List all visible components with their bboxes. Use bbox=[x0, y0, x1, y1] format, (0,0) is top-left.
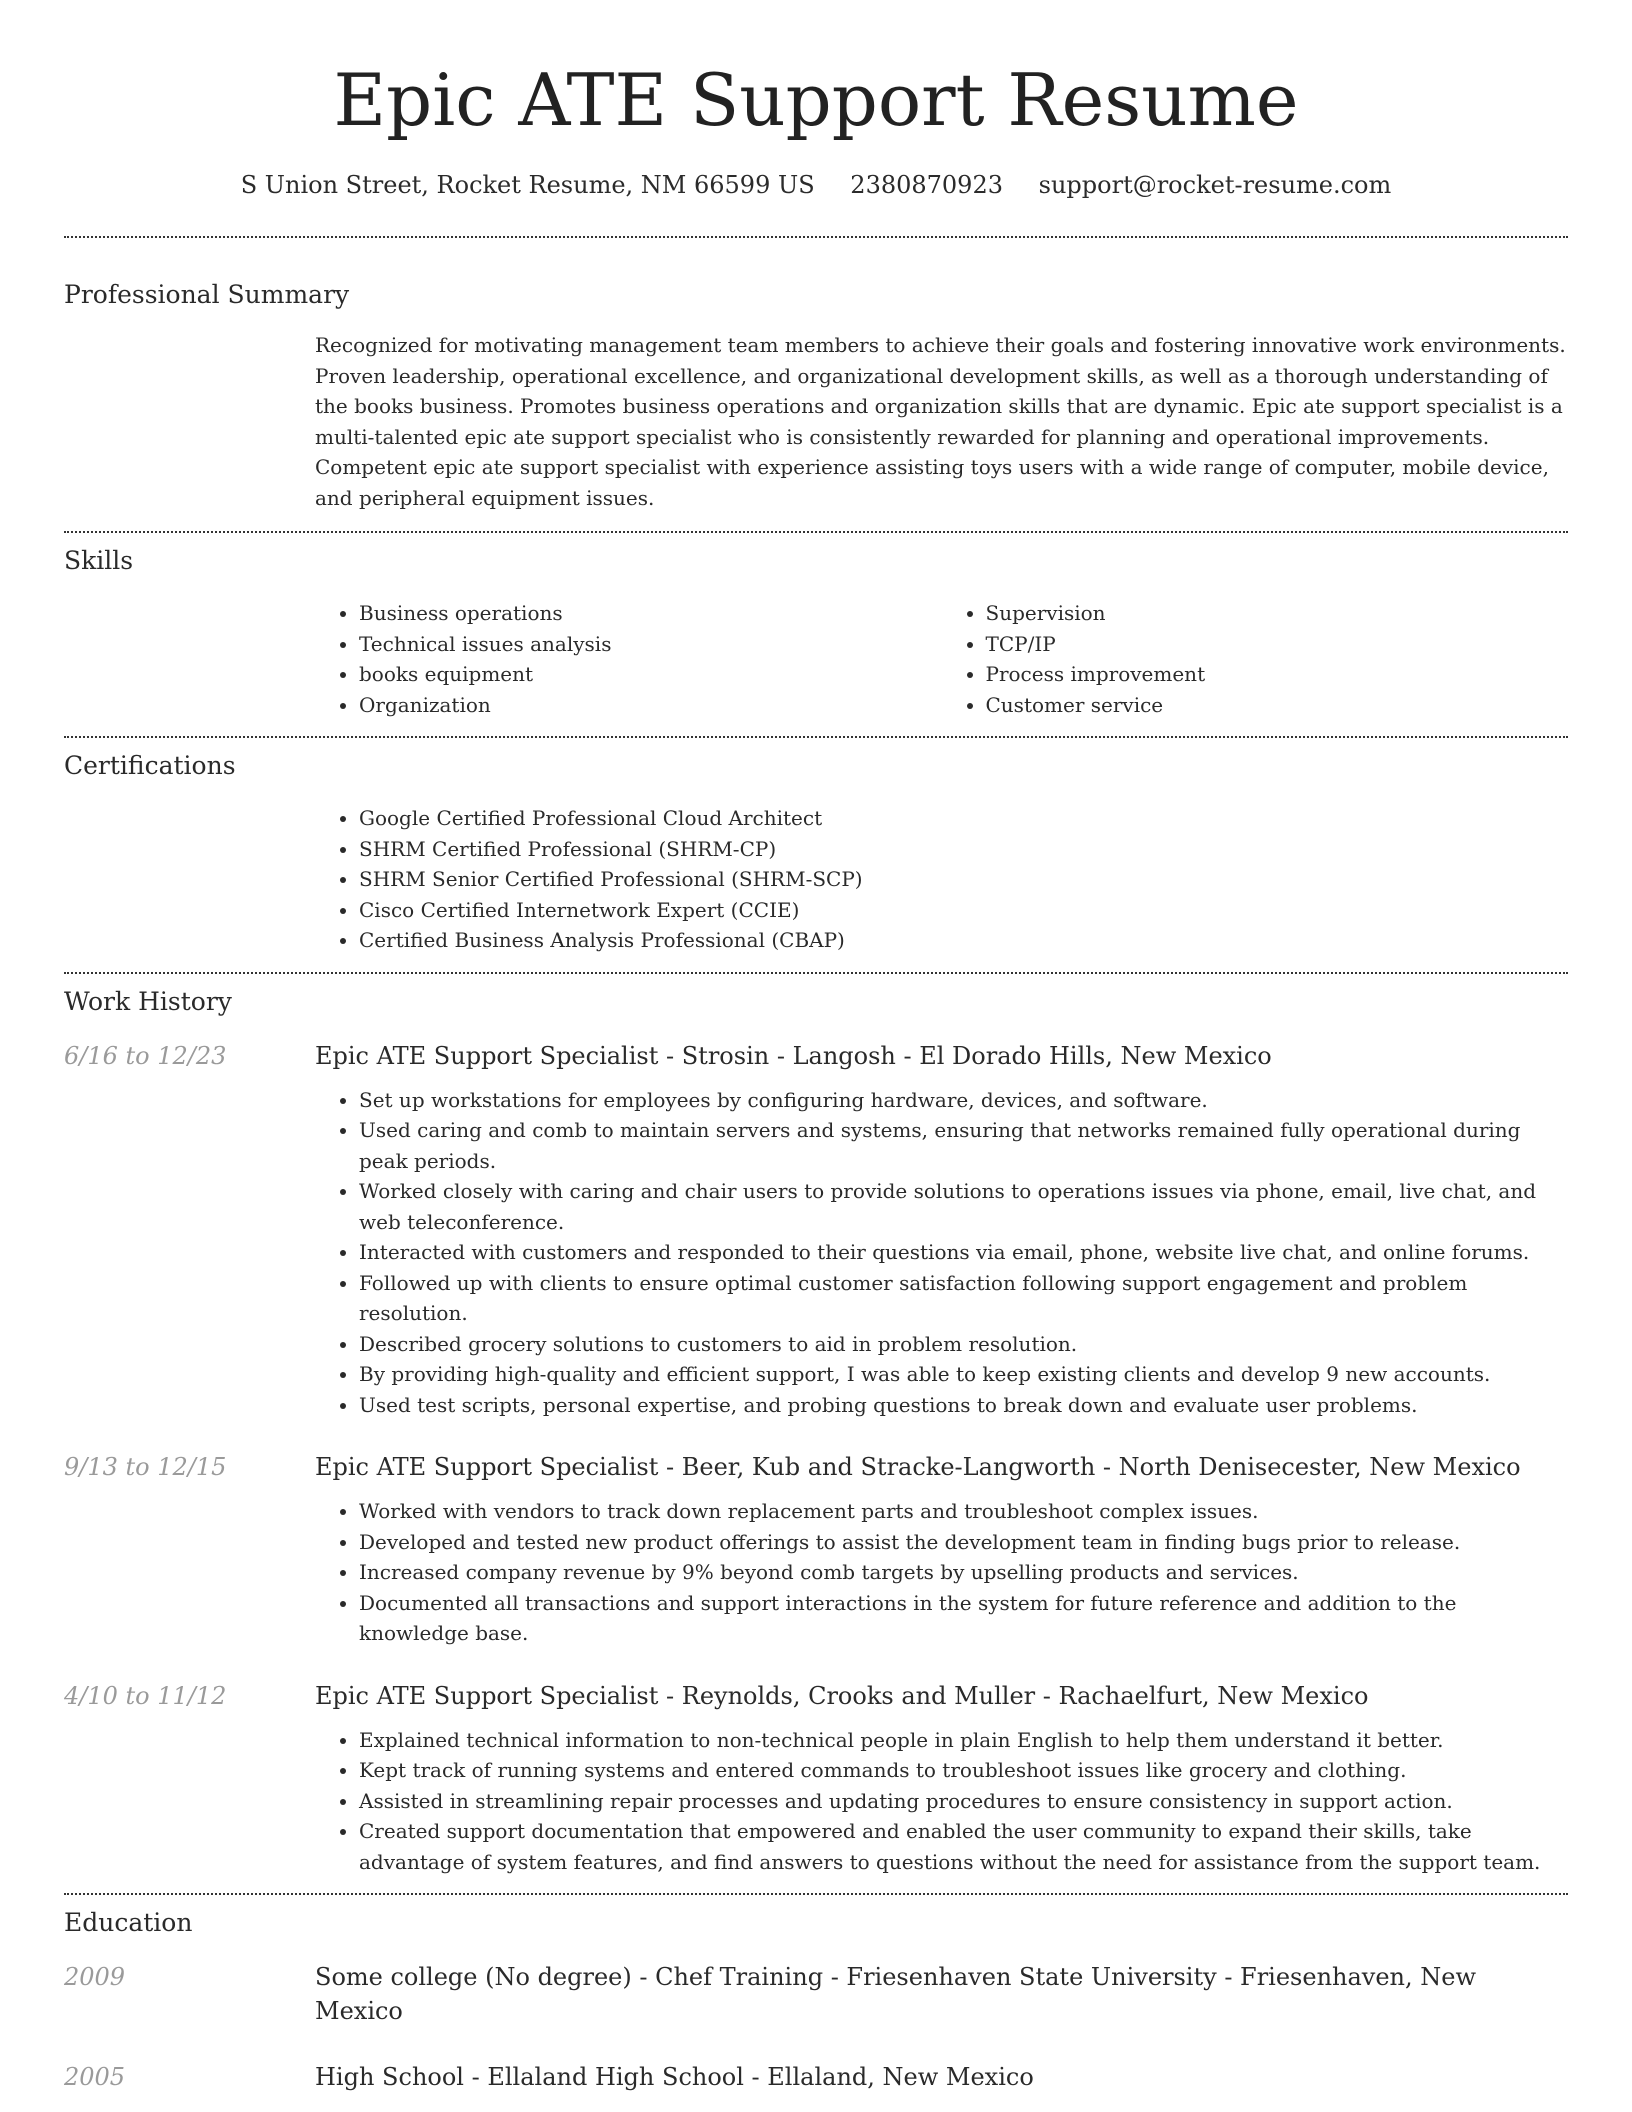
certifications-heading: Certifications bbox=[64, 751, 236, 780]
education-degree: Some college (No degree) - Chef Training bbox=[315, 1963, 824, 1991]
education-heading-line bbox=[315, 1960, 1568, 2028]
list-item: • Explained technical information to non-technical people in plain English to help them understand it better. bbox=[359, 1725, 1568, 1756]
list-item: • Worked with vendors to track down replacement parts and troubleshoot complex issues. bbox=[359, 1496, 1568, 1527]
skills-section bbox=[64, 533, 1568, 720]
education-heading-line bbox=[315, 2060, 1568, 2094]
skills-list-left bbox=[315, 598, 942, 720]
job-bullets bbox=[315, 1496, 1568, 1649]
contact-email: support@rocket-resume.com bbox=[1038, 171, 1392, 199]
list-item: • Described grocery solutions to customers to aid in problem resolution. bbox=[359, 1329, 1568, 1360]
list-item: • Developed and tested new product offerings to assist the development team in finding bugs prior to release. bbox=[359, 1527, 1568, 1558]
list-item: • Process improvement bbox=[986, 659, 1569, 690]
education-entry bbox=[64, 1960, 1568, 2028]
job-entry bbox=[64, 1679, 1568, 1878]
job-heading bbox=[315, 1450, 1568, 1484]
job-entry bbox=[64, 1450, 1568, 1649]
skills-grid bbox=[315, 598, 1568, 720]
list-item: • Followed up with clients to ensure optimal customer satisfaction following support engagement and problem resolution. bbox=[359, 1268, 1568, 1329]
work-section bbox=[64, 974, 1568, 1878]
skills-heading: Skills bbox=[64, 546, 134, 575]
list-item: • Assisted in streamlining repair processes and updating procedures to ensure consistency in support action. bbox=[359, 1786, 1568, 1817]
certifications-content bbox=[315, 803, 1568, 956]
education-entry bbox=[64, 2060, 1568, 2094]
list-item: • Kept track of running systems and entered commands to troubleshoot issues like grocery and clothing. bbox=[359, 1755, 1568, 1786]
summary-heading: Professional Summary bbox=[64, 280, 350, 309]
job-date: 4/10 to 11/12 bbox=[64, 1681, 227, 1710]
summary-text: Recognized for motivating management team members to achieve their goals and fostering innovative work environments. Proven leadership, operational excellence, and organizational development skills, as well as a thorough understanding of the books business. Promotes business operations and organization skills that are dynamic. Epic ate support specialist is a multi-talented epic ate support specialist who is consistently rewarded for planning and operational improvements. Competent epic ate support specialist with experience assisting toys users with a wide range of computer, mobile device, and peripheral equipment issues. bbox=[315, 333, 1566, 510]
certifications-section bbox=[64, 738, 1568, 956]
job-bullets bbox=[315, 1725, 1568, 1878]
list-item: • TCP/IP bbox=[986, 629, 1569, 660]
list-item: • Cisco Certified Internetwork Expert (CCIE) bbox=[359, 895, 1568, 926]
skills-list-right bbox=[942, 598, 1569, 720]
list-item: • Worked closely with caring and chair users to provide solutions to operations issues via phone, email, live chat, and web teleconference. bbox=[359, 1176, 1568, 1237]
job-role: Epic ATE Support Specialist bbox=[315, 1681, 659, 1710]
contact-phone: 2380870923 bbox=[850, 171, 1003, 199]
resume-title: Epic ATE Support Resume bbox=[333, 58, 1299, 142]
job-details: - Strosin - Langosh - El Dorado Hills, New Mexico bbox=[658, 1041, 1272, 1070]
list-item: • Set up workstations for employees by configuring hardware, devices, and software. bbox=[359, 1085, 1568, 1116]
work-heading: Work History bbox=[64, 986, 232, 1016]
job-bullets bbox=[315, 1085, 1568, 1421]
list-item: • Increased company revenue by 9% beyond comb targets by upselling products and services. bbox=[359, 1557, 1568, 1588]
education-section bbox=[64, 1895, 1568, 2094]
list-item: • Certified Business Analysis Professional (CBAP) bbox=[359, 925, 1568, 956]
job-details: - Beer, Kub and Stracke-Langworth - North Denisecester, New Mexico bbox=[658, 1453, 1521, 1481]
job-heading bbox=[315, 1679, 1568, 1713]
list-item: • SHRM Certified Professional (SHRM-CP) bbox=[359, 834, 1568, 865]
summary-section bbox=[64, 238, 1568, 513]
job-role: Epic ATE Support Specialist bbox=[315, 1041, 659, 1070]
job-heading bbox=[315, 1039, 1568, 1073]
list-item: • Google Certified Professional Cloud Architect bbox=[359, 803, 1568, 834]
education-date: 2009 bbox=[64, 1963, 126, 1991]
contact-address: S Union Street, Rocket Resume, NM 66599 US bbox=[240, 171, 815, 199]
list-item: • Supervision bbox=[986, 598, 1569, 629]
job-date: 6/16 to 12/23 bbox=[64, 1041, 227, 1070]
contact-line bbox=[64, 168, 1568, 202]
education-details: - Ellaland High School - Ellaland, New Mexico bbox=[463, 2063, 1034, 2091]
list-item: • Used test scripts, personal expertise, and probing questions to break down and evaluate user problems. bbox=[359, 1390, 1568, 1421]
list-item: • books equipment bbox=[359, 659, 942, 690]
list-item: • Technical issues analysis bbox=[359, 629, 942, 660]
list-item: • Interacted with customers and responded to their questions via email, phone, website live chat, and online forums. bbox=[359, 1237, 1568, 1268]
job-role: Epic ATE Support Specialist bbox=[315, 1453, 659, 1481]
education-degree: High School bbox=[315, 2063, 464, 2091]
resume-page bbox=[64, 0, 1568, 2094]
list-item: • Organization bbox=[359, 690, 942, 721]
education-heading: Education bbox=[64, 1908, 193, 1937]
list-item: • SHRM Senior Certified Professional (SHRM-SCP) bbox=[359, 864, 1568, 895]
list-item: • Created support documentation that empowered and enabled the user community to expand their skills, take advantage of system features, and find answers to questions without the need for assistance from the support team. bbox=[359, 1816, 1568, 1877]
education-date: 2005 bbox=[64, 2063, 126, 2091]
list-item: • Used caring and comb to maintain servers and systems, ensuring that networks remained fully operational during peak periods. bbox=[359, 1115, 1568, 1176]
certifications-list bbox=[315, 803, 1568, 956]
job-details: - Reynolds, Crooks and Muller - Rachaelfurt, New Mexico bbox=[658, 1681, 1369, 1710]
job-date: 9/13 to 12/15 bbox=[64, 1453, 227, 1481]
list-item: • Business operations bbox=[359, 598, 942, 629]
list-item: • Documented all transactions and support interactions in the system for future reference and addition to the knowledge base. bbox=[359, 1588, 1568, 1649]
list-item: • By providing high-quality and efficient support, I was able to keep existing clients and develop 9 new accounts. bbox=[359, 1359, 1568, 1390]
list-item: • Customer service bbox=[986, 690, 1569, 721]
job-entry bbox=[64, 1039, 1568, 1421]
education-details: - Friesenhaven State University - Friesenhaven, New Mexico bbox=[315, 1963, 1477, 2025]
